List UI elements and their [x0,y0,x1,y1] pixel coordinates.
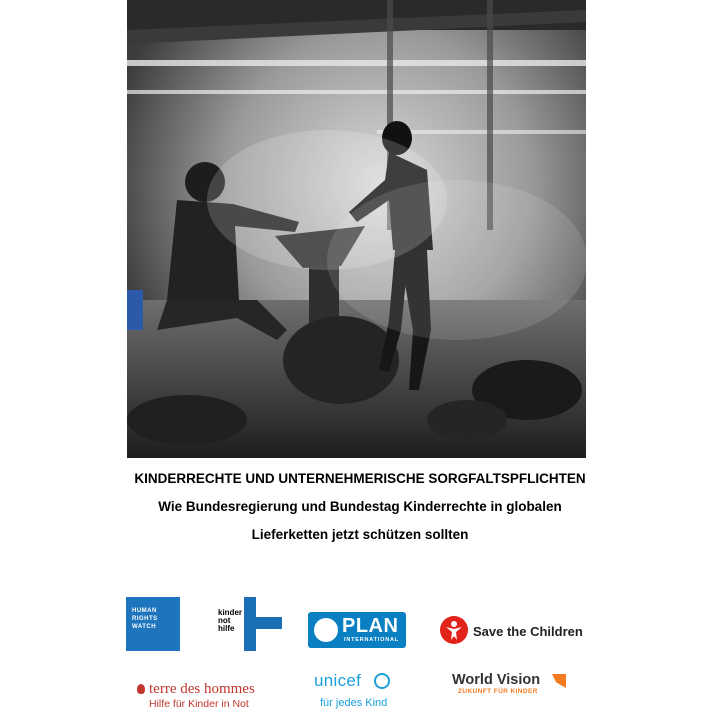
save-the-children-logo-text: Save the Children [473,624,583,639]
kindernothilfe-logo-text: not [218,616,231,625]
plan-logo-subtext: INTERNATIONAL [344,637,399,643]
hrw-logo-text: WATCH [132,624,157,630]
report-subtitle-line2: Lieferketten jetzt schützen sollten [251,527,469,542]
kindernothilfe-logo [218,597,282,651]
unicef-tagline: für jedes Kind [320,697,388,709]
report-subtitle-line1: Wie Bundesregierung und Bundestag Kinderrechte in globalen [158,499,562,514]
plan-people-icon [314,618,338,642]
world-vision-logo [452,672,572,712]
unicef-logo [314,671,414,713]
flame-icon [137,684,145,694]
plan-international-logo [308,612,406,648]
report-title: KINDERRECHTE UND UNTERNEHMERISCHE SORGFALTSPFLICHTEN [134,471,586,486]
hrw-logo-text: HUMAN [132,608,157,614]
terre-des-hommes-tagline: Hilfe für Kinder in Not [149,698,249,710]
save-the-children-logo [440,616,590,646]
world-vision-logo-text: World Vision [452,672,541,688]
child-figure-icon [440,616,468,644]
world-vision-tagline: ZUKUNFT FÜR KINDER [458,688,538,695]
cross-icon [218,597,282,651]
plan-logo-text: PLAN [342,615,399,637]
terre-des-hommes-logo [137,681,277,711]
globe-icon [374,673,390,689]
kindernothilfe-logo-text: kinder [218,608,243,617]
terre-des-hommes-logo-text: terre des hommes [149,681,255,697]
hrw-logo-text: RIGHTS [132,616,158,622]
kindernothilfe-logo-text: hilfe [218,624,235,633]
cover-photo-illustration [127,0,586,458]
cover-photo [127,0,586,458]
unicef-logo-text: unicef [314,671,362,690]
human-rights-watch-logo [126,597,180,651]
